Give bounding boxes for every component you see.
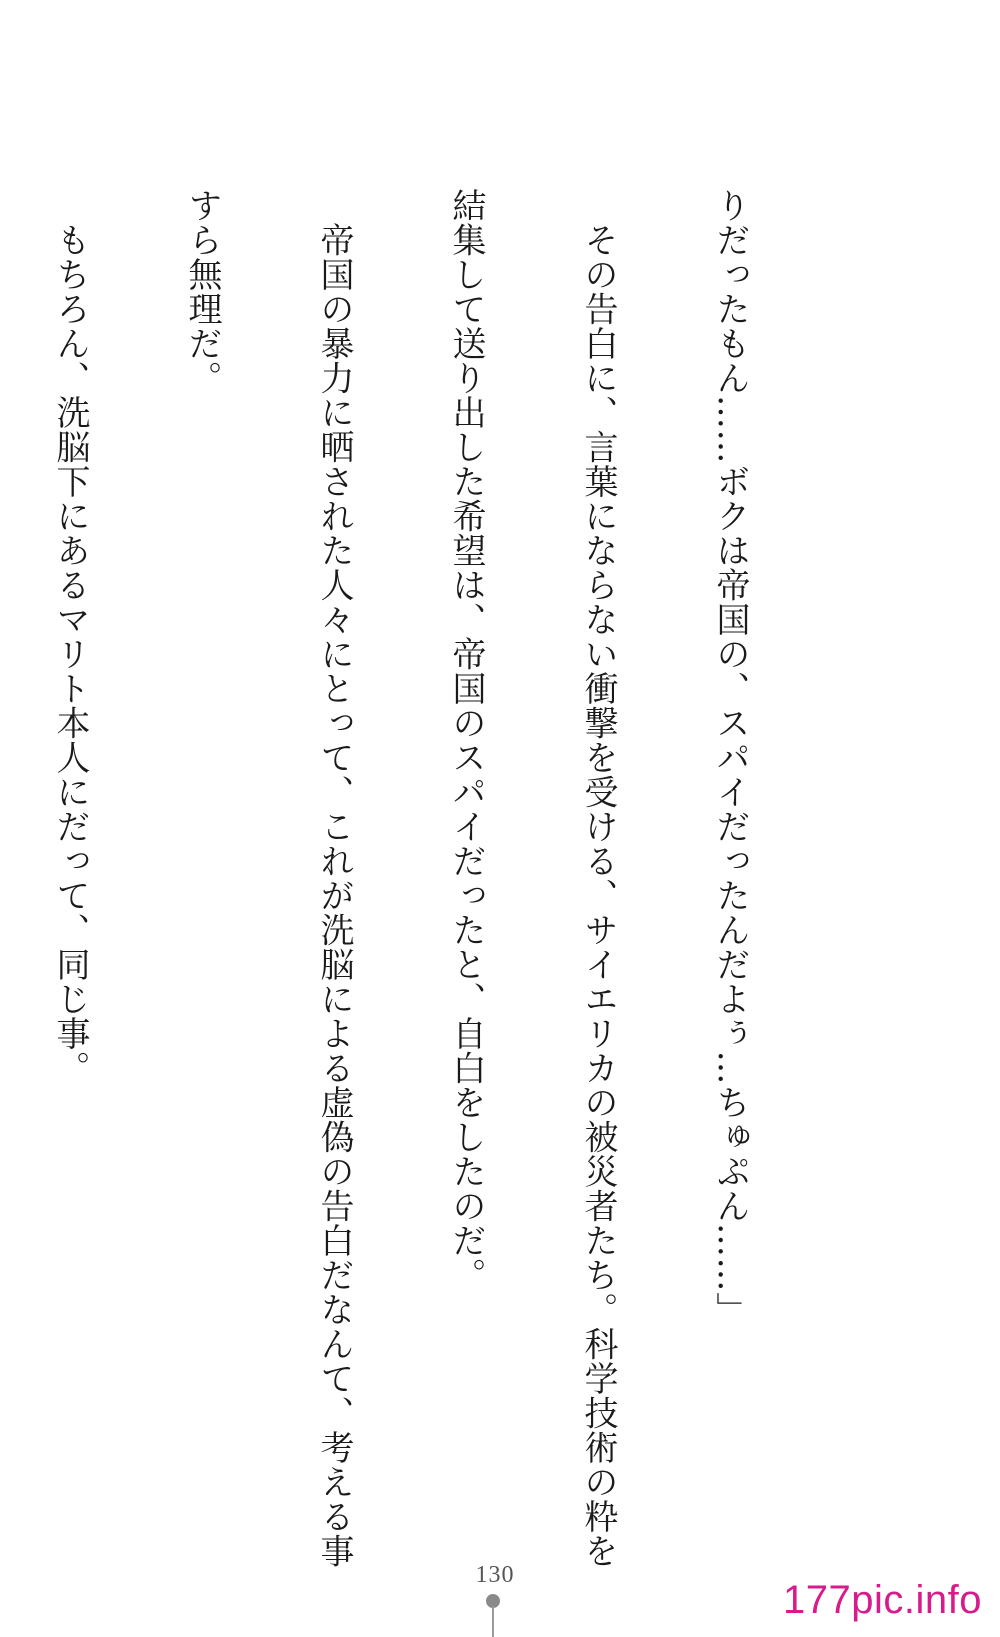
text-line: もちろん、洗脳下にあるマリト本人にだって、同じ事。 bbox=[50, 188, 90, 1085]
text-line: すら無理だ。 bbox=[182, 188, 222, 395]
text-line: 結集して送り出した希望は、帝国のスパイだったと、自白をしたのだ。 bbox=[446, 188, 486, 1292]
page-number: 130 bbox=[475, 1562, 515, 1588]
page-marker-line bbox=[492, 1606, 494, 1637]
text-line: その告白に、言葉にならない衝撃を受ける、サイエリカの被災者たち。科学技術の粋を bbox=[578, 188, 618, 1568]
watermark: 177pic.info bbox=[783, 1578, 982, 1622]
text-line: 帝国の暴力に晒された人々にとって、これが洗脳による虚偽の告白だなんて、考える事 bbox=[314, 188, 354, 1568]
text-line: りだったもん……ボクは帝国の、スパイだったんだよぅ…ちゅぷん……」 bbox=[710, 188, 750, 1327]
vertical-text-body bbox=[50, 188, 840, 1568]
